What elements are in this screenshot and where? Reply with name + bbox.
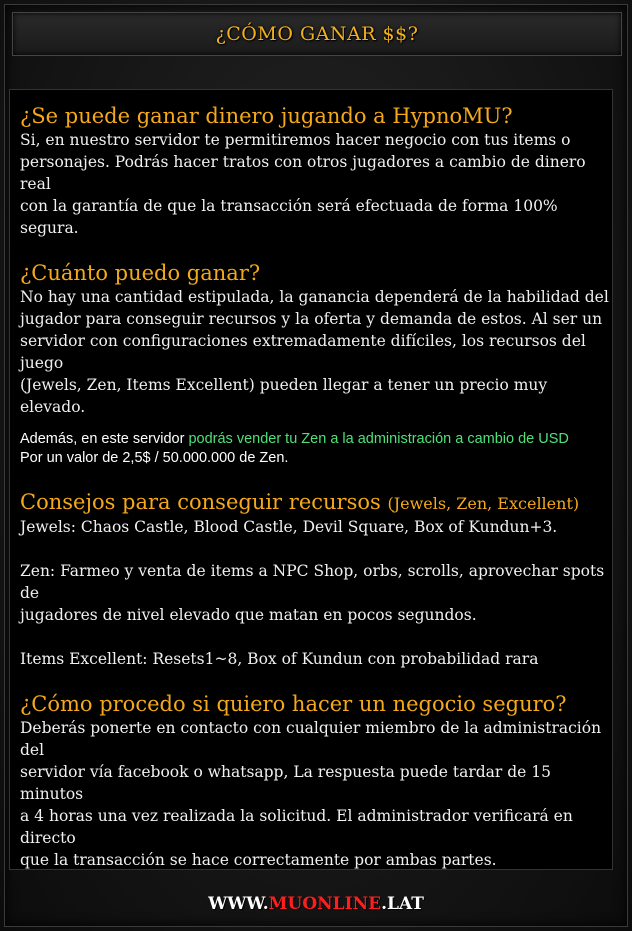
footer-link[interactable] bbox=[0, 889, 632, 919]
page-title: ¿CÓMO GANAR $$? bbox=[215, 23, 419, 45]
section-title-main: Consejos para conseguir recursos bbox=[20, 490, 381, 514]
section-title: ¿Cuánto puedo ganar? bbox=[20, 261, 261, 285]
footer-prefix: WWW. bbox=[208, 894, 269, 914]
content-panel bbox=[9, 89, 613, 870]
header-bar bbox=[12, 12, 622, 56]
footer-highlight: MUONLINE bbox=[268, 894, 382, 914]
zen-sale-note bbox=[20, 430, 612, 468]
section-title: ¿Cómo procedo si quiero hacer un negocio seguro? bbox=[20, 692, 567, 716]
section-body: Si, en nuestro servidor te permitiremos hacer negocio con tus items o personajes. Podrás hacer tratos con otros jugadores a cambio de dinero real con la garantía de que la transacción será efectuada de forma 100% segura. bbox=[20, 131, 586, 237]
note-line2: Por un valor de 2,5$ / 50.000.000 de Zen. bbox=[20, 450, 289, 466]
section-title-suffix: (Jewels, Zen, Excellent) bbox=[387, 494, 580, 513]
section-body: No hay una cantidad estipulada, la ganancia dependerá de la habilidad del jugador para conseguir recursos y la oferta y demanda de estos. Al ser un servidor con configuraciones extremadamente difíciles, los recursos del juego (Jewels, Zen, Items Excellent) pueden llegar a tener un precio muy elevado. bbox=[20, 288, 609, 416]
section-title bbox=[20, 490, 612, 516]
tip-jewels: Jewels: Chaos Castle, Blood Castle, Devil Square, Box of Kundun+3. bbox=[20, 518, 558, 536]
footer-suffix: .LAT bbox=[381, 894, 424, 914]
section-safe-deal bbox=[20, 692, 612, 870]
tip-items-excellent: Items Excellent: Resets1~8, Box of Kundun con probabilidad rara bbox=[20, 650, 539, 668]
section-body: Deberás ponerte en contacto con cualquier miembro de la administración del servidor vía facebook o whatsapp, La respuesta puede tardar de 15 minutos a 4 horas una vez realizada la solicitud. El administrador verificará en directo que la transacción se hace correctamente por ambas partes. bbox=[20, 719, 602, 869]
section-how-much bbox=[20, 261, 612, 418]
section-title: ¿Se puede ganar dinero jugando a HypnoMU? bbox=[20, 104, 513, 128]
note-highlight: podrás vender tu Zen a la administración a cambio de USD bbox=[188, 431, 569, 447]
section-earn-money bbox=[20, 104, 612, 239]
note-prefix: Además, en este servidor bbox=[20, 431, 189, 447]
section-tips bbox=[20, 490, 612, 670]
tip-zen: Zen: Farmeo y venta de items a NPC Shop, orbs, scrolls, aprovechar spots de jugadores de nivel elevado que matan en pocos segundos. bbox=[20, 562, 605, 624]
